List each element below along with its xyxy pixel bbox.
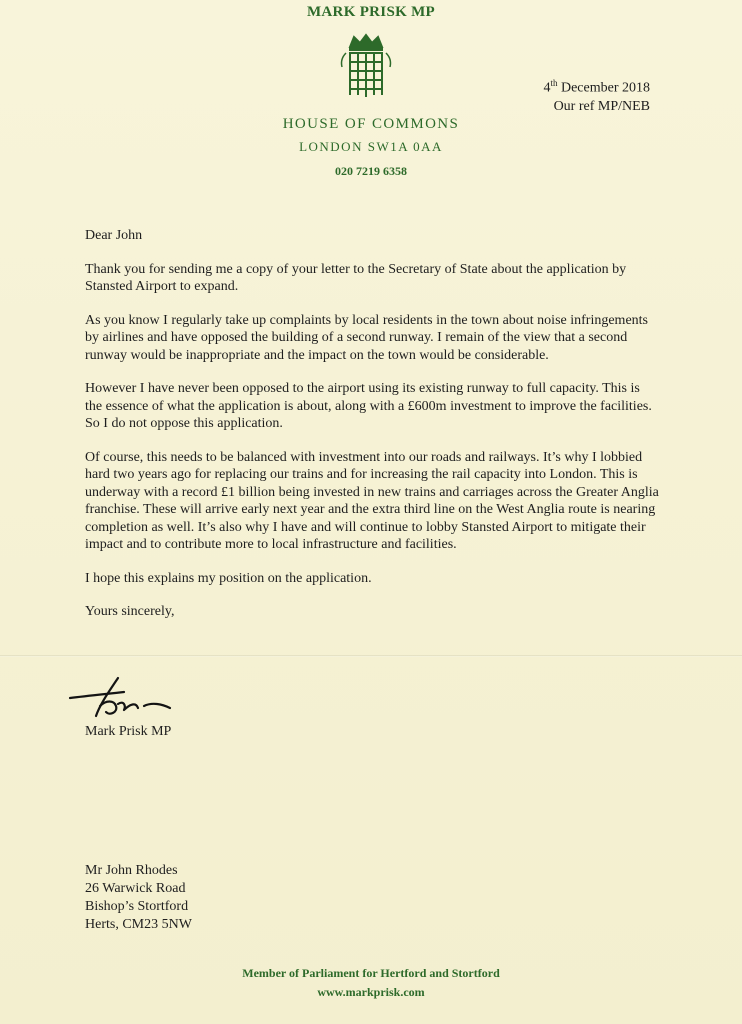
address-line: Herts, CM23 5NW xyxy=(85,917,192,932)
paragraph: I hope this explains my position on the application. xyxy=(85,570,372,586)
letterhead-address: LONDON SW1A 0AA xyxy=(299,139,443,154)
paragraph: Thank you for sending me a copy of your letter to the Secretary of State about the application by Stansted Airport to expand. xyxy=(85,261,627,294)
address-line: Mr John Rhodes xyxy=(85,863,178,878)
paragraph: As you know I regularly take up complaints by local residents in the town about noise infringements by airlines and have opposed the building of a second runway. I remain of the view that a second runway would be inappropriate and the impact on the town would be considerable. xyxy=(85,312,648,363)
letterhead-house: HOUSE OF COMMONS xyxy=(282,116,460,132)
handwritten-signature xyxy=(66,670,186,722)
footer-constituency: Member of Parliament for Hertford and Stortford xyxy=(242,966,500,980)
letter-date: 4th December 2018 xyxy=(543,78,650,96)
letter-body xyxy=(85,227,660,637)
portcullis-icon xyxy=(336,33,396,101)
salutation: Dear John xyxy=(85,228,143,243)
paper-fold xyxy=(0,655,742,657)
letter-reference: Our ref MP/NEB xyxy=(553,98,650,114)
address-line: Bishop’s Stortford xyxy=(85,899,189,914)
letterhead-phone: 020 7219 6358 xyxy=(335,164,407,178)
letterhead-mp-name: MARK PRISK MP xyxy=(306,4,436,20)
address-line: 26 Warwick Road xyxy=(85,881,186,896)
paragraph: However I have never been opposed to the airport using its existing runway to full capacity. This is the essence of what the application is about, along with a £600m investment to improve the facilities. So I do not oppose this application. xyxy=(85,381,652,431)
date-and-reference xyxy=(543,74,650,116)
paragraph: Of course, this needs to be balanced with investment into our roads and railways. It’s why I lobbied hard two years ago for replacing our trains and for increasing the rail capacity into London. This is underway with a record £1 billion being invested in new trains and carriages across the Greater Anglia franchise. These will arrive early next year and the extra third line on the West Anglia route is nearing completion as well. It’s also why I have and will continue to lobby Stansted Airport to mitigate their impact and to contribute more to local infrastructure and facilities. xyxy=(85,449,659,552)
footer-website: www.markprisk.com xyxy=(317,985,425,999)
recipient-address xyxy=(85,862,192,934)
signer-name: Mark Prisk MP xyxy=(85,724,172,739)
closing: Yours sincerely, xyxy=(85,604,175,619)
